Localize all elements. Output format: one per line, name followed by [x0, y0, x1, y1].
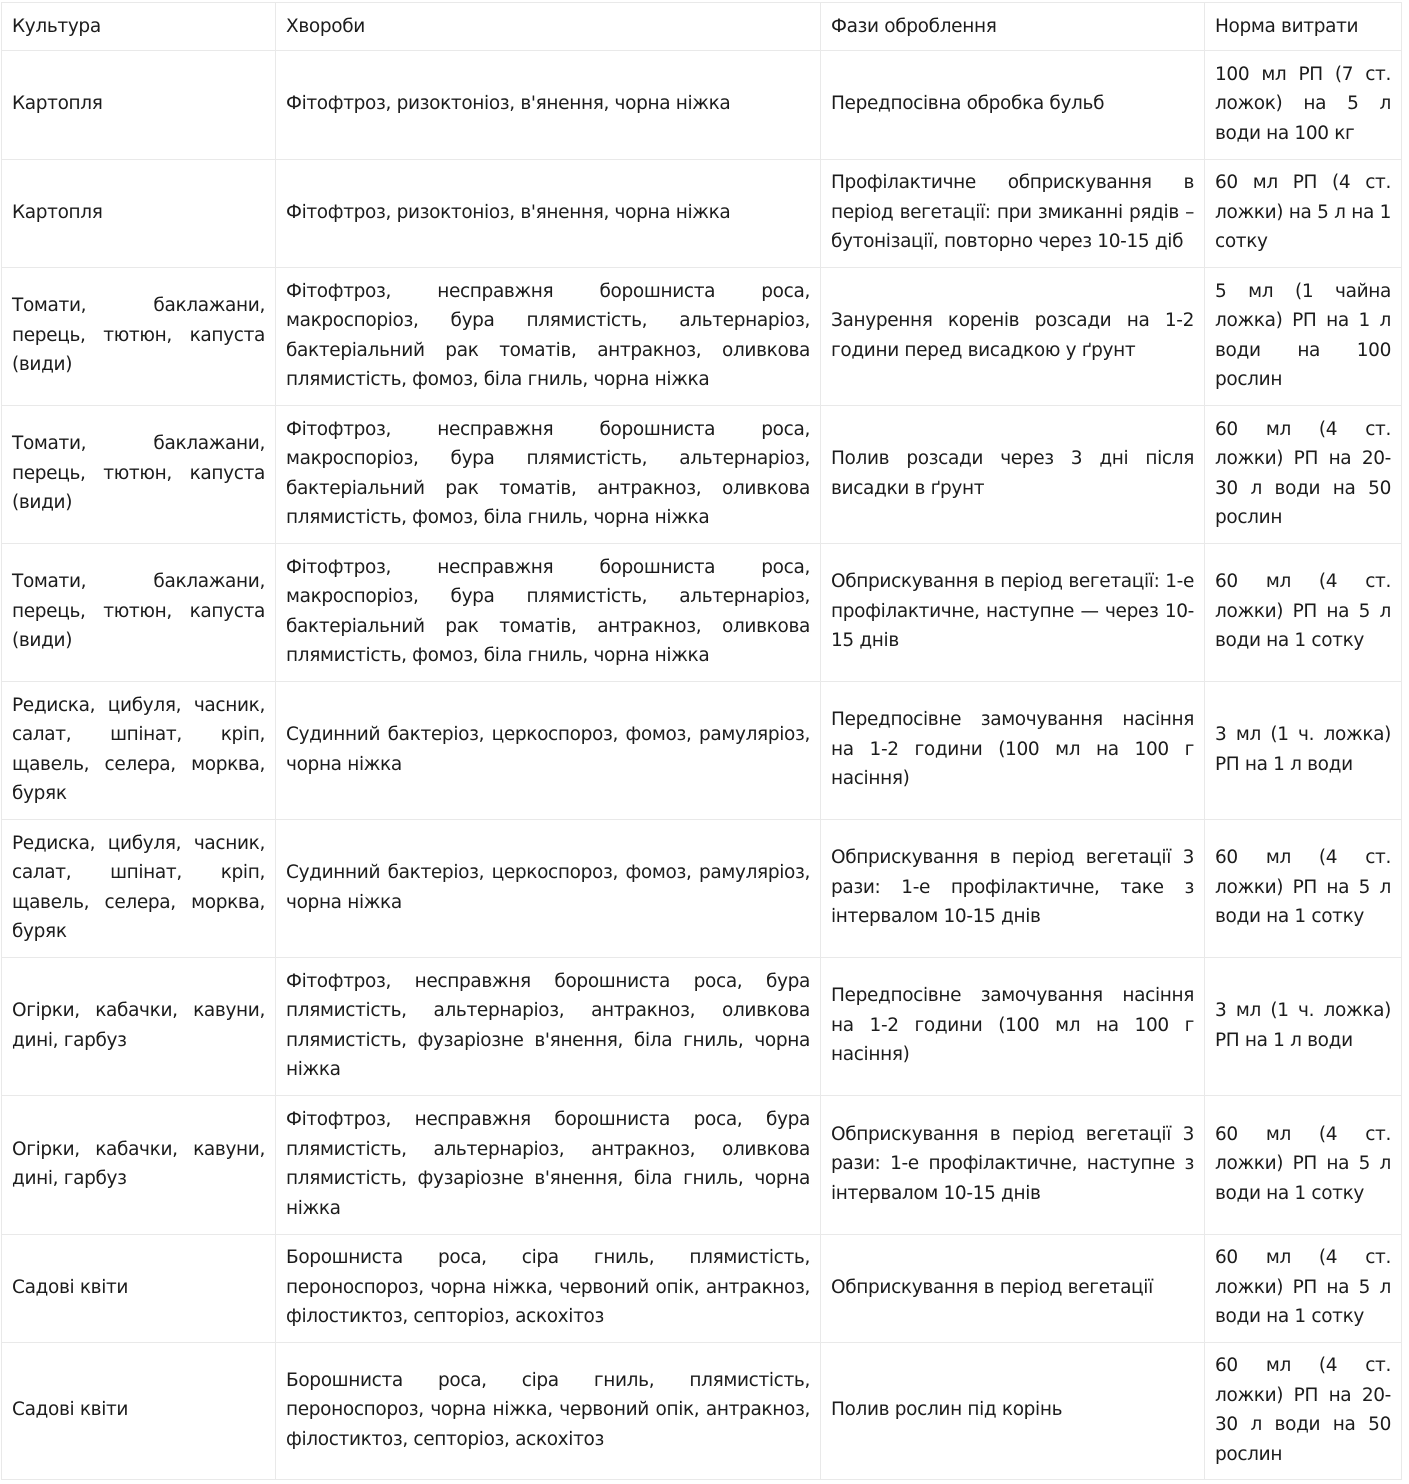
table-row	[2, 958, 1402, 1096]
cell-diseases: Судинний бактеріоз, церкоспороз, фомоз, рамуляріоз, чорна ніжка	[276, 682, 821, 820]
cell-application-rate: 60 мл (4 ст. ложки) РП на 20-30 л води на 50 рослин	[1205, 406, 1402, 544]
table-row	[2, 1235, 1402, 1343]
cell-application-rate: 60 мл РП (4 ст. ложки) на 5 л на 1 сотку	[1205, 160, 1402, 268]
header-application-rate: Норма витрати	[1205, 3, 1402, 51]
cell-application-rate: 60 мл (4 ст. ложки) РП на 5 л води на 1 сотку	[1205, 820, 1402, 958]
cell-diseases: Фітофтроз, несправжня борошниста роса, бура плямистість, альтернаріоз, антракноз, оливкова плямистість, фузаріозне в'янення, біла гниль, чорна ніжка	[276, 1096, 821, 1235]
cell-crop: Картопля	[2, 51, 276, 160]
table-row	[2, 1343, 1402, 1480]
table-row	[2, 160, 1402, 268]
table-row	[2, 820, 1402, 958]
cell-crop: Огірки, кабачки, кавуни, дині, гарбуз	[2, 958, 276, 1096]
cell-crop: Садові квіти	[2, 1343, 276, 1480]
cell-diseases: Фітофтроз, ризоктоніоз, в'янення, чорна ніжка	[276, 51, 821, 160]
table-header-row	[2, 3, 1402, 51]
cell-treatment-phase: Обприскування в період вегетації 3 рази: 1-е профілактичне, наступне з інтервалом 10-15 днів	[821, 1096, 1205, 1235]
cell-treatment-phase: Обприскування в період вегетації: 1-е профілактичне, наступне — через 10-15 днів	[821, 544, 1205, 682]
table-row	[2, 268, 1402, 406]
treatment-table	[1, 2, 1402, 1480]
table-row	[2, 51, 1402, 160]
cell-diseases: Борошниста роса, сіра гниль, плямистість, пероноспороз, чорна ніжка, червоний опік, антракноз, філостиктоз, септоріоз, аскохітоз	[276, 1343, 821, 1480]
cell-crop: Картопля	[2, 160, 276, 268]
cell-treatment-phase: Полив рослин під корінь	[821, 1343, 1205, 1480]
cell-diseases: Фітофтроз, несправжня борошниста роса, макроспоріоз, бура плямистість, альтернаріоз, бактеріальний рак томатів, антракноз, оливкова плямистість, фомоз, біла гниль, чорна ніжка	[276, 268, 821, 406]
cell-diseases: Фітофтроз, несправжня борошниста роса, бура плямистість, альтернаріоз, антракноз, оливкова плямистість, фузаріозне в'янення, біла гниль, чорна ніжка	[276, 958, 821, 1096]
cell-crop: Редиска, цибуля, часник, салат, шпінат, кріп, щавель, селера, морква, буряк	[2, 682, 276, 820]
cell-crop: Томати, баклажани, перець, тютюн, капуста (види)	[2, 544, 276, 682]
header-treatment-phase: Фази оброблення	[821, 3, 1205, 51]
cell-treatment-phase: Обприскування в період вегетації 3 рази: 1-е профілактичне, таке з інтервалом 10-15 днів	[821, 820, 1205, 958]
cell-crop: Томати, баклажани, перець, тютюн, капуста (види)	[2, 268, 276, 406]
cell-application-rate: 3 мл (1 ч. ложка) РП на 1 л води	[1205, 958, 1402, 1096]
cell-diseases: Борошниста роса, сіра гниль, плямистість, пероноспороз, чорна ніжка, червоний опік, антракноз, філостиктоз, септоріоз, аскохітоз	[276, 1235, 821, 1343]
cell-application-rate: 60 мл (4 ст. ложки) РП на 5 л води на 1 сотку	[1205, 1235, 1402, 1343]
cell-application-rate: 100 мл РП (7 ст. ложок) на 5 л води на 100 кг	[1205, 51, 1402, 160]
cell-treatment-phase: Передпосівне замочування насіння на 1-2 години (100 мл на 100 г насіння)	[821, 958, 1205, 1096]
cell-diseases: Фітофтроз, несправжня борошниста роса, макроспоріоз, бура плямистість, альтернаріоз, бактеріальний рак томатів, антракноз, оливкова плямистість, фомоз, біла гниль, чорна ніжка	[276, 406, 821, 544]
cell-crop: Садові квіти	[2, 1235, 276, 1343]
cell-diseases: Фітофтроз, ризоктоніоз, в'янення, чорна ніжка	[276, 160, 821, 268]
cell-application-rate: 60 мл (4 ст. ложки) РП на 5 л води на 1 сотку	[1205, 1096, 1402, 1235]
treatment-table-container	[1, 2, 1401, 1480]
header-diseases: Хвороби	[276, 3, 821, 51]
cell-treatment-phase: Передпосівне замочування насіння на 1-2 години (100 мл на 100 г насіння)	[821, 682, 1205, 820]
cell-application-rate: 60 мл (4 ст. ложки) РП на 5 л води на 1 сотку	[1205, 544, 1402, 682]
cell-treatment-phase: Передпосівна обробка бульб	[821, 51, 1205, 160]
cell-diseases: Фітофтроз, несправжня борошниста роса, макроспоріоз, бура плямистість, альтернаріоз, бактеріальний рак томатів, антракноз, оливкова плямистість, фомоз, біла гниль, чорна ніжка	[276, 544, 821, 682]
cell-diseases: Судинний бактеріоз, церкоспороз, фомоз, рамуляріоз, чорна ніжка	[276, 820, 821, 958]
cell-crop: Огірки, кабачки, кавуни, дині, гарбуз	[2, 1096, 276, 1235]
cell-application-rate: 60 мл (4 ст. ложки) РП на 20-30 л води на 50 рослин	[1205, 1343, 1402, 1480]
cell-application-rate: 3 мл (1 ч. ложка) РП на 1 л води	[1205, 682, 1402, 820]
cell-application-rate: 5 мл (1 чайна ложка) РП на 1 л води на 100 рослин	[1205, 268, 1402, 406]
table-row	[2, 406, 1402, 544]
cell-treatment-phase: Профілактичне обприскування в період вегетації: при змиканні рядів – бутонізації, повторно через 10-15 діб	[821, 160, 1205, 268]
table-row	[2, 1096, 1402, 1235]
table-row	[2, 544, 1402, 682]
cell-treatment-phase: Занурення коренів розсади на 1-2 години перед висадкою у ґрунт	[821, 268, 1205, 406]
cell-crop: Томати, баклажани, перець, тютюн, капуста (види)	[2, 406, 276, 544]
header-crop: Культура	[2, 3, 276, 51]
table-row	[2, 682, 1402, 820]
cell-crop: Редиска, цибуля, часник, салат, шпінат, кріп, щавель, селера, морква, буряк	[2, 820, 276, 958]
cell-treatment-phase: Полив розсади через 3 дні після висадки в ґрунт	[821, 406, 1205, 544]
cell-treatment-phase: Обприскування в період вегетації	[821, 1235, 1205, 1343]
